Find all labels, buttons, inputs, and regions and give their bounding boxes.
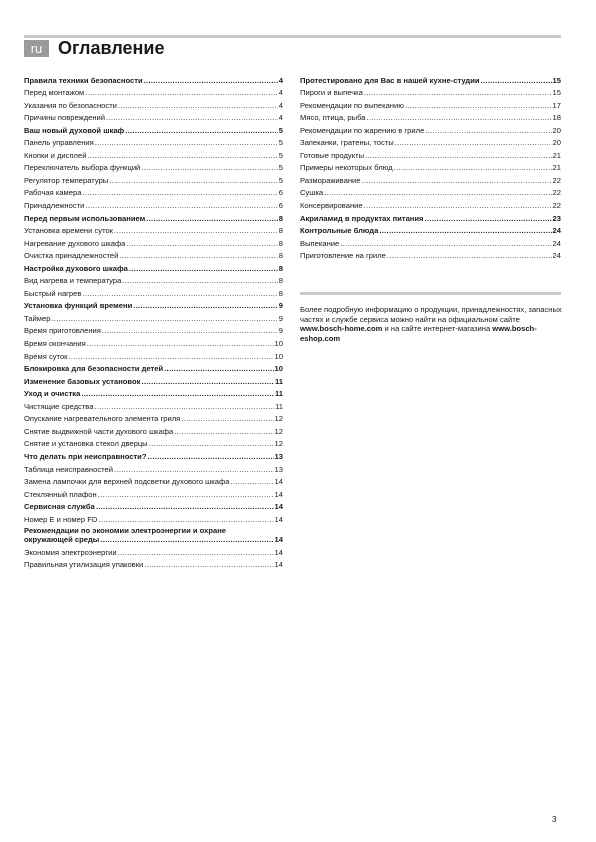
eshop-link[interactable]: www.bosch-eshop.com (300, 324, 537, 343)
toc-section-entry[interactable] (300, 223, 561, 236)
leader-dots (100, 535, 273, 544)
toc-entry-page: 14 (274, 560, 283, 570)
toc-entry-page: 5 (278, 125, 283, 135)
toc-entry[interactable] (24, 544, 283, 557)
toc-entry-title-line2: окружающей среды (24, 535, 100, 545)
toc-entry-page: 8 (278, 213, 283, 223)
leader-dots (81, 389, 274, 398)
leader-dots (144, 560, 273, 569)
toc-entry-title: Сушка (300, 188, 324, 198)
toc-entry-page: 15 (552, 88, 561, 98)
website-link[interactable]: www.bosch-home.com (300, 324, 383, 334)
toc-entry-title: Протестировано для Вас в нашей кухне-студии (300, 75, 480, 85)
toc-entry-title: Изменение базовых установок (24, 376, 141, 386)
info-text-1: Более подробную информацию о продукции, принадлежностях, запасных частях и службе сервиса можно найти на официальном сайте (300, 305, 562, 324)
toc-entry-title: Нагревание духового шкафа (24, 238, 126, 248)
toc-entry[interactable] (24, 436, 283, 449)
toc-entry-page: 22 (552, 175, 561, 185)
toc-entry-page: 20 (552, 138, 561, 148)
leader-dots (114, 465, 274, 474)
toc-left-list (24, 72, 283, 524)
toc-entry[interactable] (300, 172, 561, 185)
toc-entry-title: Приготовление на гриле (300, 251, 386, 261)
toc-entry-page: 4 (278, 113, 283, 123)
leader-dots (133, 301, 278, 310)
toc-entry[interactable] (24, 235, 283, 248)
toc-entry-title: Ваш новый духовой шкаф (24, 125, 125, 135)
toc-entry-page: 10 (274, 351, 283, 361)
toc-entry[interactable] (300, 122, 561, 135)
toc-left-column (24, 72, 283, 569)
toc-entry-page: 10 (274, 339, 283, 349)
leader-dots (141, 377, 274, 386)
leader-dots (387, 251, 552, 260)
toc-entry-title: Экономия электроэнергии (24, 547, 117, 557)
toc-entry[interactable] (24, 248, 283, 261)
toc-entry-title: Правильная утилизация упаковки (24, 560, 144, 570)
toc-entry-page: 8 (278, 238, 283, 248)
toc-entry-row (24, 535, 283, 544)
leader-dots (82, 289, 277, 298)
leader-dots (365, 151, 551, 160)
toc-entry-page: 12 (274, 439, 283, 449)
leader-dots (146, 214, 278, 223)
leader-dots (366, 113, 551, 122)
toc-entry-title: Сервисная служба (24, 502, 95, 512)
toc-entry-title: Вид нагрева и температура (24, 276, 122, 286)
toc-entry-page: 5 (278, 163, 283, 173)
toc-entry-title: Консервирование (300, 201, 363, 211)
leader-dots (51, 314, 277, 323)
toc-entry-title: Указания по безопасности (24, 100, 117, 110)
toc-entry-title: Время суток (24, 351, 68, 361)
toc-entry-title: Снятие выдвижной части духового шкафа (24, 426, 174, 436)
toc-entry-title: Что делать при неисправности? (24, 451, 147, 461)
toc-entry[interactable] (24, 110, 283, 123)
toc-entry-title: Контрольные блюда (300, 226, 379, 236)
toc-entry-page: 11 (275, 401, 283, 411)
toc-entry[interactable] (300, 135, 561, 148)
toc-entry-title: Установка функций времени (24, 301, 133, 311)
toc-entry[interactable] (24, 172, 283, 185)
toc-entry-title: Рекомендации по выпеканию (300, 100, 404, 110)
toc-section-entry[interactable] (300, 210, 561, 223)
toc-entry-page: 5 (278, 138, 283, 148)
leader-dots (118, 101, 278, 110)
leader-dots (85, 88, 277, 97)
toc-entry-page: 21 (552, 163, 561, 173)
leader-dots (340, 239, 551, 248)
toc-entry-title: Установка времени суток (24, 226, 114, 236)
leader-dots (106, 113, 278, 122)
leader-dots (109, 176, 278, 185)
toc-section-entry[interactable] (24, 386, 283, 399)
toc-entry-title: Переключатель выбора функций (24, 163, 141, 173)
toc-section-entry[interactable] (24, 361, 283, 374)
toc-entry-title: Пироги и выпечка (300, 88, 363, 98)
language-badge: ru (24, 40, 49, 57)
info-paragraph (300, 305, 563, 343)
toc-entry-title: Перед первым использованием (24, 213, 146, 223)
toc-section-entry[interactable] (24, 260, 283, 273)
toc-entry[interactable] (24, 147, 283, 160)
toc-entry-page: 8 (278, 263, 283, 273)
toc-entry-page: 14 (274, 535, 283, 545)
toc-entry-page: 22 (552, 201, 561, 211)
toc-entry-multiline[interactable] (24, 524, 283, 545)
toc-entry-title: Замена лампочки для верхней подсветки духового шкафа (24, 477, 230, 487)
info-divider (300, 292, 561, 295)
toc-entry[interactable] (24, 486, 283, 499)
page-number: 3 (552, 815, 557, 824)
leader-dots (126, 239, 277, 248)
toc-entry-title: Очистка принадлежностей (24, 251, 119, 261)
toc-entry-title: Номер Е и номер FD (24, 514, 98, 524)
toc-section-entry[interactable] (24, 373, 283, 386)
toc-entry-page: 14 (274, 514, 283, 524)
toc-entry[interactable] (24, 461, 283, 474)
toc-left-tail-list (24, 544, 283, 569)
leader-dots (425, 214, 552, 223)
leader-dots (114, 226, 278, 235)
leader-dots (141, 163, 277, 172)
toc-entry[interactable] (300, 160, 561, 173)
toc-entry-title: Правила техники безопасности (24, 75, 143, 85)
toc-entry-page: 14 (274, 477, 283, 487)
toc-entry-page: 4 (278, 100, 283, 110)
toc-entry[interactable] (300, 85, 561, 98)
toc-entry-title: Быстрый нагрев (24, 288, 82, 298)
toc-entry[interactable] (24, 398, 283, 411)
toc-entry[interactable] (24, 97, 283, 110)
toc-entry-page: 24 (552, 238, 561, 248)
toc-entry-title: Кнопки и дисплей (24, 150, 87, 160)
leader-dots (87, 151, 277, 160)
leader-dots (361, 176, 551, 185)
toc-entry-title: Рекомендации по жарению в гриле (300, 125, 425, 135)
leader-dots (118, 548, 274, 557)
toc-entry-page: 10 (274, 364, 283, 374)
toc-entry-title: Рабочая камера (24, 188, 82, 198)
leader-dots (425, 126, 551, 135)
toc-entry[interactable] (300, 97, 561, 110)
toc-entry-page: 6 (278, 201, 283, 211)
toc-section-entry[interactable] (24, 72, 283, 85)
toc-entry[interactable] (24, 323, 283, 336)
toc-section-entry[interactable] (24, 499, 283, 512)
toc-entry-page: 22 (552, 188, 561, 198)
toc-entry-title: Настройка духового шкафа (24, 263, 128, 273)
toc-entry-title: Таблица неисправностей (24, 464, 114, 474)
toc-entry-page: 9 (278, 313, 283, 323)
toc-entry-page: 4 (278, 75, 283, 85)
toc-entry-title: Опускание нагревательного элемента гриля (24, 414, 181, 424)
leader-dots (96, 502, 274, 511)
toc-entry-title: Мясо, птица, рыба (300, 113, 366, 123)
toc-entry-page: 4 (278, 88, 283, 98)
leader-dots (94, 402, 274, 411)
leader-dots (95, 138, 278, 147)
page-title: Оглавление (58, 38, 165, 58)
toc-entry[interactable] (300, 147, 561, 160)
leader-dots (144, 76, 278, 85)
toc-entry-page: 5 (278, 175, 283, 185)
toc-entry-page: 12 (274, 426, 283, 436)
leader-dots (85, 201, 277, 210)
toc-entry-title-line1: Рекомендации по экономии электроэнергии и охране (24, 525, 227, 535)
toc-entry[interactable] (24, 160, 283, 173)
toc-entry[interactable] (24, 135, 283, 148)
toc-entry[interactable] (300, 110, 561, 123)
leader-dots (395, 138, 552, 147)
toc-entry-page: 12 (274, 414, 283, 424)
toc-entry[interactable] (24, 310, 283, 323)
toc-entry[interactable] (24, 335, 283, 348)
leader-dots (364, 88, 552, 97)
toc-entry-page: 9 (278, 326, 283, 336)
leader-dots (122, 276, 277, 285)
toc-right-column (300, 72, 561, 260)
toc-entry[interactable] (300, 185, 561, 198)
toc-section-entry[interactable] (24, 210, 283, 223)
toc-entry-title: Уход и очистка (24, 389, 81, 399)
toc-entry-page: 14 (274, 502, 283, 512)
toc-entry[interactable] (24, 348, 283, 361)
toc-entry-page: 8 (278, 226, 283, 236)
leader-dots (125, 126, 278, 135)
toc-entry-page: 13 (274, 451, 283, 461)
leader-dots (87, 339, 274, 348)
leader-dots (394, 163, 552, 172)
toc-entry-page: 14 (274, 489, 283, 499)
toc-entry-page: 20 (552, 125, 561, 135)
toc-entry-page: 24 (552, 251, 561, 261)
leader-dots (181, 414, 273, 423)
toc-entry-title: Выпекание (300, 238, 340, 248)
info-text-2: и на сайте интернет-магазина (382, 324, 493, 334)
leader-dots (324, 188, 551, 197)
toc-entry[interactable] (24, 423, 283, 436)
toc-entry[interactable] (24, 557, 283, 570)
toc-entry-title: Снятие и установка стекол дверцы (24, 439, 148, 449)
leader-dots (148, 452, 274, 461)
toc-entry-title: Время окончания (24, 339, 86, 349)
toc-entry-page: 24 (552, 226, 561, 236)
toc-entry-title: Запеканки, гратены, тосты (300, 138, 394, 148)
toc-entry-page: 8 (278, 288, 283, 298)
toc-entry-title: Время приготовления (24, 326, 101, 336)
toc-entry-page: 8 (278, 276, 283, 286)
toc-entry-page: 15 (552, 75, 561, 85)
toc-entry-page: 8 (278, 251, 283, 261)
toc-entry-page: 23 (552, 213, 561, 223)
leader-dots (98, 515, 273, 524)
leader-dots (405, 101, 552, 110)
leader-dots (149, 439, 274, 448)
toc-entry-page: 11 (274, 389, 283, 399)
leader-dots (82, 188, 277, 197)
toc-section-entry[interactable] (24, 122, 283, 135)
leader-dots (102, 326, 278, 335)
toc-entry-title: Чистящие средства (24, 401, 94, 411)
leader-dots (379, 226, 551, 235)
leader-dots (174, 427, 273, 436)
toc-entry-page: 14 (274, 547, 283, 557)
toc-entry-title: Панель управления (24, 138, 94, 148)
leader-dots (69, 352, 274, 361)
leader-dots (129, 264, 278, 273)
toc-entry[interactable] (300, 235, 561, 248)
toc-entry-page: 5 (278, 150, 283, 160)
toc-entry[interactable] (300, 248, 561, 261)
toc-entry-title: Готовые продукты (300, 150, 365, 160)
toc-entry-title: Принадлежности (24, 201, 85, 211)
leader-dots (98, 490, 274, 499)
toc-entry-page: 18 (552, 113, 561, 123)
leader-dots (364, 201, 552, 210)
toc-entry[interactable] (24, 185, 283, 198)
toc-entry-page: 17 (552, 100, 561, 110)
toc-entry[interactable] (24, 411, 283, 424)
toc-section-entry[interactable] (24, 448, 283, 461)
leader-dots (119, 251, 277, 260)
toc-entry-title: Перед монтажом (24, 88, 85, 98)
leader-dots (230, 477, 273, 486)
toc-entry[interactable] (24, 285, 283, 298)
leader-dots (481, 76, 552, 85)
toc-entry[interactable] (24, 474, 283, 487)
toc-right-list (300, 72, 561, 260)
toc-entry-title: Блокировка для безопасности детей (24, 364, 164, 374)
toc-entry-title: Примеры некоторых блюд (300, 163, 393, 173)
toc-entry-title: Регулятор температуры (24, 175, 109, 185)
toc-entry-title: Стеклянный плафон (24, 489, 97, 499)
toc-entry-page: 21 (552, 150, 561, 160)
toc-section-entry[interactable] (300, 72, 561, 85)
toc-entry[interactable] (24, 223, 283, 236)
toc-entry[interactable] (24, 273, 283, 286)
toc-entry[interactable] (24, 197, 283, 210)
toc-entry-title: Причины повреждений (24, 113, 106, 123)
toc-entry-page: 6 (278, 188, 283, 198)
toc-entry-title: Акриламид в продуктах питания (300, 213, 424, 223)
toc-entry[interactable] (24, 511, 283, 524)
toc-entry-page: 11 (274, 376, 283, 386)
leader-dots (164, 364, 273, 373)
toc-section-entry[interactable] (24, 298, 283, 311)
toc-entry-title: Таймер (24, 313, 51, 323)
toc-entry[interactable] (300, 197, 561, 210)
toc-entry-page: 13 (274, 464, 283, 474)
toc-entry-title: Размораживание (300, 175, 361, 185)
toc-entry-page: 9 (278, 301, 283, 311)
toc-entry[interactable] (24, 85, 283, 98)
